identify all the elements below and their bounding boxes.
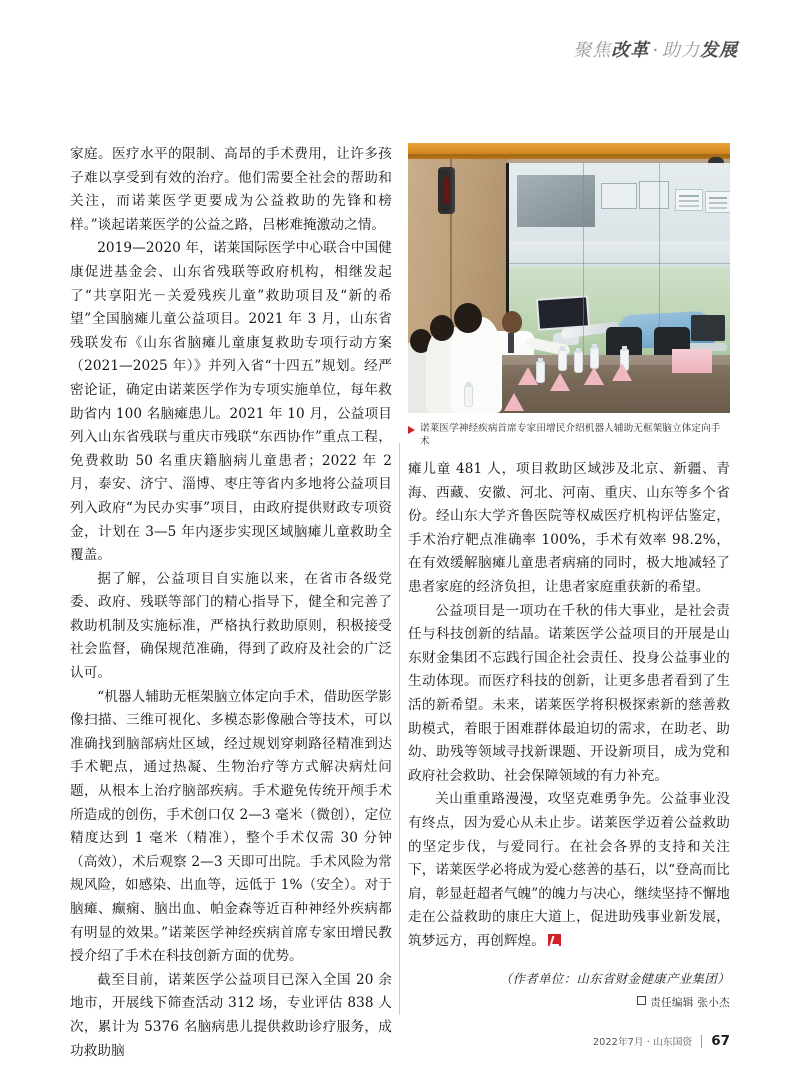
header-title-part1: 聚焦 [573,40,612,61]
paragraph: 瘫儿童 481 人，项目救助区域涉及北京、新疆、青海、西藏、安徽、河北、河南、重庆、山东等多个省份。经山东大学齐鲁医院等权威医疗机构评估鉴定，手术治疗靶点准确率 100%，手术有效率 98.2%，在有效缓解脑瘫儿童患者病痛的同时，极大地减轻了患者家庭的经济负担，让患者家庭重获新的希望。 [408,461,730,595]
photo-water-bottle [574,351,583,373]
paragraph: 公益项目是一项功在千秋的伟大事业，是社会责任与科技创新的结晶。诺莱医学公益项目的开展是山东财金集团不忘践行国企社会责任、投身公益事业的生动体现。而医疗科技的创新，让更多患者看到了生活的新希望。未来，诺莱医学将积极探索新的慈善救助模式，着眼于困难群体最迫切的需求，在助老、助幼、助残等领域寻找新课题、开设新项目，成为党和政府社会救助、社会保障领域的有力补充。 [408,602,730,784]
photo-equipment-cart [691,315,725,341]
column-divider [399,443,400,1015]
header-title-part4: 发展 [700,40,738,61]
photo-name-placard [504,393,524,411]
right-column [408,143,730,1010]
article-figure [408,143,730,448]
photo-name-placard [518,367,538,385]
paragraph: 据了解，公益项目自实施以来，在省市各级党委、政府、残联等部门的精心指导下，健全和完善了救助机制及实施标准，严格执行救助原则，积极接受社会监督，确保规范准确，得到了政府及社会的广泛认可。 [70,570,392,682]
photo-attendee-head [430,315,454,341]
square-bullet-icon [637,996,646,1005]
photo-presenter-collar [508,333,514,353]
header-title-separator: · [652,40,659,61]
photo-attendee [450,317,502,413]
photo-water-bottle [590,347,599,369]
editor-name: 张小杰 [697,997,730,1010]
photo-attendee-head [454,303,482,333]
page-number: 67 [711,1033,730,1049]
photo-water-bottle [558,349,567,371]
editor-label: 责任编辑 [650,997,694,1010]
footer-inner [593,1033,730,1049]
caption-marker-icon [408,426,415,434]
photo-robot-console [536,295,590,331]
photo-or-upper-scene [509,163,730,243]
photo-wall-speaker [438,167,455,214]
photo-gift-box [672,349,712,373]
footer-divider [701,1035,702,1048]
page-footer [0,1033,794,1055]
photo-or-monitor [639,181,669,209]
photo-ceiling-strip [408,154,730,157]
responsible-editor [408,995,730,1010]
header-title-part2: 改革 [611,40,650,61]
photo-name-placard [612,363,632,381]
header-title-part3: 助力 [662,40,700,61]
paragraph: “机器人辅助无框架脑立体定向手术，借助医学影像扫描、三维可视化、多模态影像融合等技术，可以准确找到脑部病灶区域，经过规划穿刺路径精准到达手术靶点，通过热凝、生物治疗等方式解决病灶问题，从根本上治疗脑部疾病。手术避免传统开颅手术所造成的创伤，手术创口仅 2—3 毫米（微创），定位精度达到 1 毫米（精准），整个手术仅需 30 分钟（高效），术后观察 2—3 天即可出院。手术风险为常规风险，如感染、出血等，远低于 1%（安全）。对于脑瘫、癫痫、脑出血、帕金森等近百种神经外疾病都有明显的效果。”诺莱医学神经疾病首席专家田增民教授介绍了手术在科技创新方面的优势。 [70,688,392,965]
footer-issue: 2022年7月 · 山东国资 [592,1037,693,1048]
left-column [70,143,392,1063]
paragraph-text: 关山重重路漫漫，攻坚克难勇争先。公益事业没有终点，因为爱心从未止步。诺莱医学迈着公益救助的坚定步伐，与爱同行。在社会各界的支持和关注下，诺莱医学必将成为爱心慈善的基石，以“登高而比肩，彰显赶超者气魄”的魄力与决心，继续坚持不懈地走在公益救助的康庄大道上，促进助残事业新发展，筑梦远方，再创辉煌。 [408,791,731,949]
paragraph: 截至目前，诺莱医学公益项目已深入全国 20 余地市，开展线下筛查活动 312 场，专业评估 838 人次，累计为 5376 名脑病患儿提供救助诊疗服务，成功救助脑 [70,971,392,1059]
header-running-title [573,36,738,62]
page-header [0,0,794,88]
author-affiliation: （作者单位：山东省财金健康产业集团） [499,971,730,987]
end-of-article-marker-icon [548,934,561,946]
paragraph [408,788,730,953]
paragraph: 家庭。医疗水平的限制、高昂的手术费用，让许多孩子难以享受到有效的治疗。他们需要全社会的帮助和关注，而诺莱医学更要成为公益救助的先锋和榜样。”谈起诺莱医学的公益之路，吕彬难掩激动之情。 [70,146,392,233]
photo-or-document [705,191,730,213]
photo-name-placard [550,373,570,391]
photo-screen-seam [509,263,730,264]
paragraph: 2019—2020 年，诺莱国际医学中心联合中国健康促进基金会、山东省残联等政府机构，相继发起了“共享阳光－关爱残疾儿童”救助项目及“新的希望”全国脑瘫儿童公益项目。2021 年 3 月，山东省残联发布《山东省脑瘫儿童康复救助专项行动方案（2021—2025 年）》并列入省“十四五”规划。经严密论证，确定由诺莱医学作为专项实施单位，每年救助省内 100 名脑瘫患儿。2021 年 10 月，公益项目列入山东省残联与重庆市残联“东西协作”重点工程，免费救助 50 名重庆籍脑病儿童患者；2022 年 2 月，泰安、济宁、淄博、枣庄等省内多地将公益项目列入政府“为民办实事”项目，由政府提供财政专项资金，计划在 3—5 年内逐步实现区域脑瘫儿童救助全覆盖。 [70,240,392,564]
figure-caption [408,422,730,448]
photo-or-document [675,189,703,211]
caption-text: 诺莱医学神经疾病首席专家田增民介绍机器人辅助无框架脑立体定向手术 [420,423,721,447]
photo-presenter-head [502,311,522,333]
conference-room-photo [408,143,730,413]
photo-or-monitor [601,183,637,209]
photo-water-bottle [464,385,473,407]
photo-name-placard [584,367,604,385]
